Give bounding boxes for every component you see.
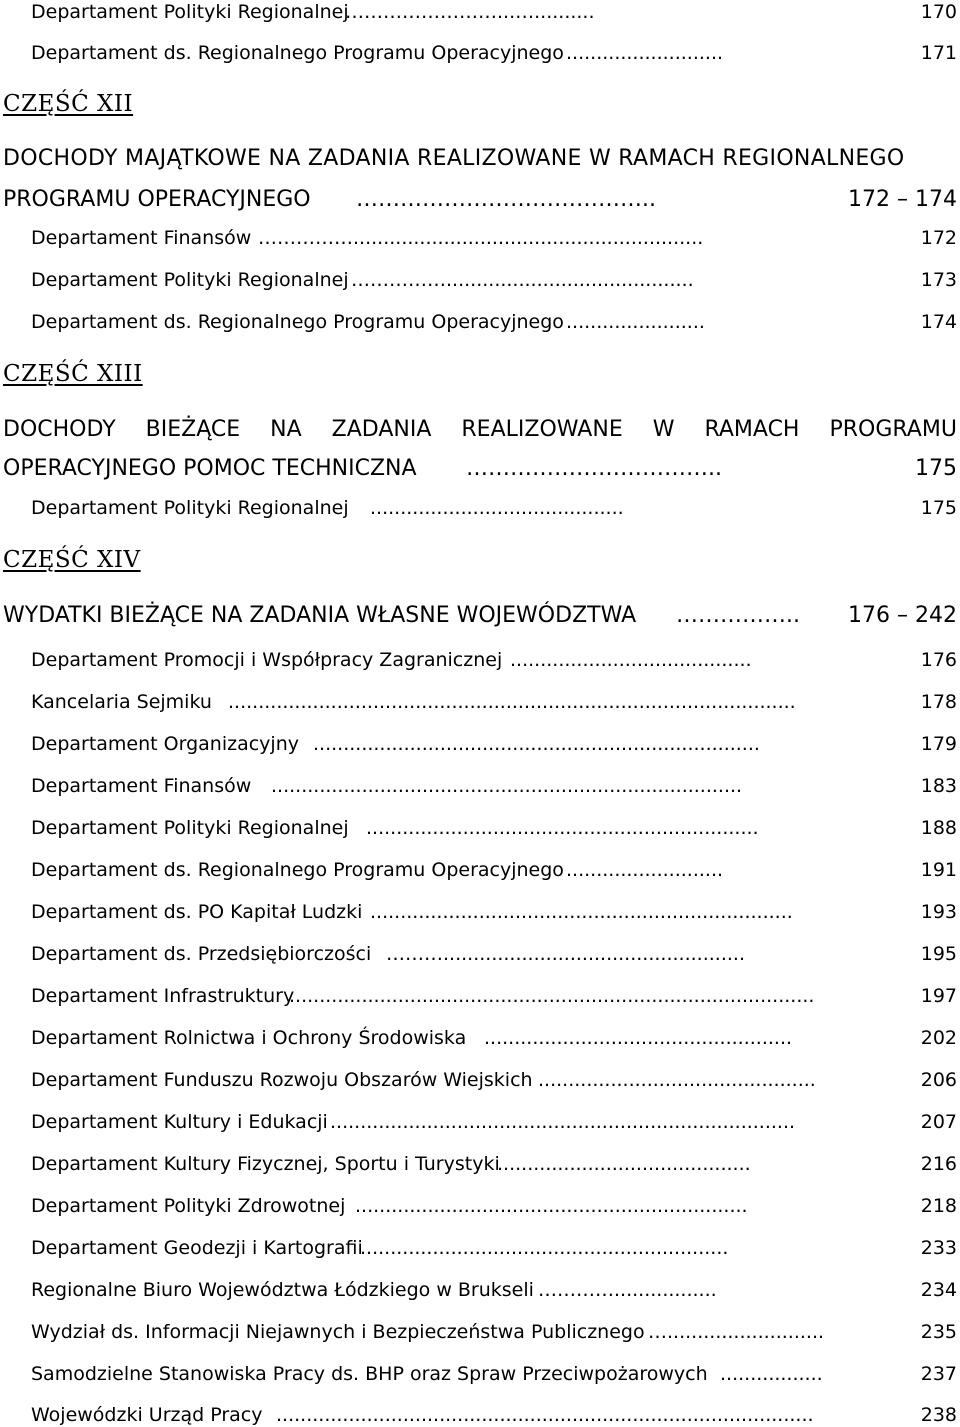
part-title-line	[3, 416, 957, 444]
title-word: PROGRAMU	[829, 417, 957, 442]
toc-entry-label: Departament Promocji i Współpracy Zagranicznej	[31, 649, 503, 671]
toc-page-number: 178	[920, 691, 957, 713]
toc-page-range: 172 – 174	[848, 187, 957, 212]
toc-leader-dots: .................................................................	[366, 817, 759, 839]
toc-entry-label: Departament Polityki Regionalnej	[31, 817, 349, 839]
toc-page-number: 238	[920, 1404, 957, 1426]
toc-leader-dots: .........................................................................................	[276, 1404, 814, 1426]
toc-leader-dots: ……………………...…..........	[345, 1, 595, 23]
toc-page-number: 202	[920, 1027, 957, 1049]
toc-leader-dots: .......................	[566, 311, 705, 333]
toc-leader-dots: .............................................................	[360, 1237, 729, 1259]
toc-page-number: 195	[920, 943, 957, 965]
toc-entry-label: Departament Polityki Regionalnej	[31, 497, 349, 519]
toc-leader-dots: ..............................................	[538, 1069, 816, 1091]
title-word: BIEŻĄCE	[145, 417, 241, 442]
title-word: ZADANIA	[331, 417, 432, 442]
toc-page-number: 183	[920, 775, 957, 797]
toc-page-number: 233	[920, 1237, 957, 1259]
toc-entry-label: Departament Kultury Fizycznej, Sportu i Turystyki	[31, 1153, 500, 1175]
title-word: DOCHODY	[3, 417, 116, 442]
toc-leader-dots: .................	[720, 1363, 823, 1385]
toc-leader-dots: ..........................................................................	[313, 733, 760, 755]
toc-leader-dots: ..........................	[566, 859, 724, 881]
toc-leader-dots: ........................................	[510, 649, 752, 671]
toc-leader-dots: ………..................................................	[386, 943, 745, 965]
toc-entry-label: Departament ds. Przedsiębiorczości	[31, 943, 372, 965]
toc-entry-label: Departament ds. PO Kapitał Ludzki	[31, 901, 363, 923]
toc-page-number: 170	[920, 1, 957, 23]
toc-entry-label: Regionalne Biuro Województwa Łódzkiego w Brukseli	[31, 1279, 534, 1301]
part-title-line: WYDATKI BIEŻĄCE NA ZADANIA WŁASNE WOJEWÓDZTWA	[3, 603, 637, 628]
part-title-line: OPERACYJNEGO POMOC TECHNICZNA	[3, 456, 417, 481]
toc-entry-label: Departament Polityki Regionalnej	[31, 1, 349, 23]
toc-leader-dots: ..........................	[566, 42, 724, 64]
toc-entry-label: Departament Polityki Zdrowotnej	[31, 1195, 346, 1217]
toc-page-number: 234	[920, 1279, 957, 1301]
toc-page-number: 207	[920, 1111, 957, 1133]
toc-entry-label: Wojewódzki Urząd Pracy	[31, 1404, 263, 1426]
toc-entry-label: Departament Funduszu Rozwoju Obszarów Wiejskich	[31, 1069, 533, 1091]
toc-leader-dots: ...................................................	[484, 1027, 793, 1049]
toc-page-range: 176 – 242	[848, 603, 957, 628]
toc-entry-label: Departament ds. Regionalnego Programu Operacyjnego	[31, 859, 564, 881]
toc-leader-dots: ..........................................	[370, 497, 624, 519]
toc-entry-label: Departament Kultury i Edukacji	[31, 1111, 328, 1133]
toc-page-number: 191	[920, 859, 957, 881]
toc-leader-dots: ......................................................................	[370, 901, 793, 923]
toc-page-number: 218	[920, 1195, 957, 1217]
toc-leader-dots: .................................................................	[355, 1195, 748, 1217]
toc-entry-label: Departament Rolnictwa i Ochrony Środowiska	[31, 1027, 467, 1049]
title-word: W	[652, 417, 675, 442]
toc-page-number: 206	[920, 1069, 957, 1091]
toc-page-number: 173	[920, 269, 957, 291]
toc-leader-dots: ……………..........................................................	[258, 227, 704, 249]
toc-page-number: 216	[920, 1153, 957, 1175]
toc-page-number: 197	[920, 985, 957, 1007]
title-word: REALIZOWANE	[461, 417, 623, 442]
toc-page-number: 172	[920, 227, 957, 249]
toc-leader-dots: …………….........................................	[351, 269, 694, 291]
toc-page-number: 176	[920, 649, 957, 671]
toc-leader-dots: ………….................	[538, 1279, 717, 1301]
toc-entry-label: Kancelaria Sejmiku	[31, 691, 212, 713]
toc-page-number: 188	[920, 817, 957, 839]
toc-entry-label: Departament Polityki Regionalnej	[31, 269, 349, 291]
toc-entry-label: Departament ds. Regionalnego Programu Operacyjnego	[31, 42, 564, 64]
toc-entry-label: Departament Geodezji i Kartografii	[31, 1237, 363, 1259]
toc-entry-label: Departament Finansów	[31, 775, 252, 797]
toc-page-number: 237	[920, 1363, 957, 1385]
toc-entry-label: Departament Infrastruktury	[31, 985, 295, 1007]
toc-leader-dots: .............................................................................	[330, 1111, 796, 1133]
toc-page-number: 193	[920, 901, 957, 923]
toc-leader-dots: ..............................................................................	[271, 775, 743, 797]
toc-page-number: 174	[920, 311, 957, 333]
toc-leader-dots: ..........................................	[497, 1153, 751, 1175]
part-title-line: DOCHODY MAJĄTKOWE NA ZADANIA REALIZOWANE W RAMACH REGIONALNEGO	[3, 146, 905, 171]
toc-entry-label: Departament Organizacyjny	[31, 733, 299, 755]
toc-entry-label: Wydział ds. Informacji Niejawnych i Bezpieczeństwa Publicznego	[31, 1321, 645, 1343]
toc-page-number: 179	[920, 733, 957, 755]
part-heading: CZĘŚĆ XII	[3, 91, 134, 117]
toc-leader-dots: ……………..	[676, 603, 800, 628]
toc-page-range: 175	[915, 456, 957, 481]
toc-entry-label: Departament Finansów	[31, 227, 252, 249]
toc-leader-dots: .......................................................................................	[289, 985, 815, 1007]
title-word: RAMACH	[704, 417, 800, 442]
toc-entry-label: Departament ds. Regionalnego Programu Operacyjnego	[31, 311, 564, 333]
part-title-line: PROGRAMU OPERACYJNEGO	[3, 187, 311, 212]
toc-page-number: 171	[920, 42, 957, 64]
part-heading: CZĘŚĆ XIV	[3, 547, 141, 573]
toc-entry-label: Samodzielne Stanowiska Pracy ds. BHP oraz Spraw Przeciwpożarowych	[31, 1363, 708, 1385]
toc-leader-dots: ..............................................................................................	[228, 691, 796, 713]
toc-leader-dots: …………………………………..	[356, 187, 656, 212]
part-heading: CZĘŚĆ XIII	[3, 361, 143, 387]
toc-leader-dots: ……………………………..	[466, 456, 722, 481]
toc-page-number: 235	[920, 1321, 957, 1343]
toc-leader-dots: …..........................	[648, 1321, 825, 1343]
toc-page-number: 175	[920, 497, 957, 519]
title-word: NA	[270, 417, 302, 442]
